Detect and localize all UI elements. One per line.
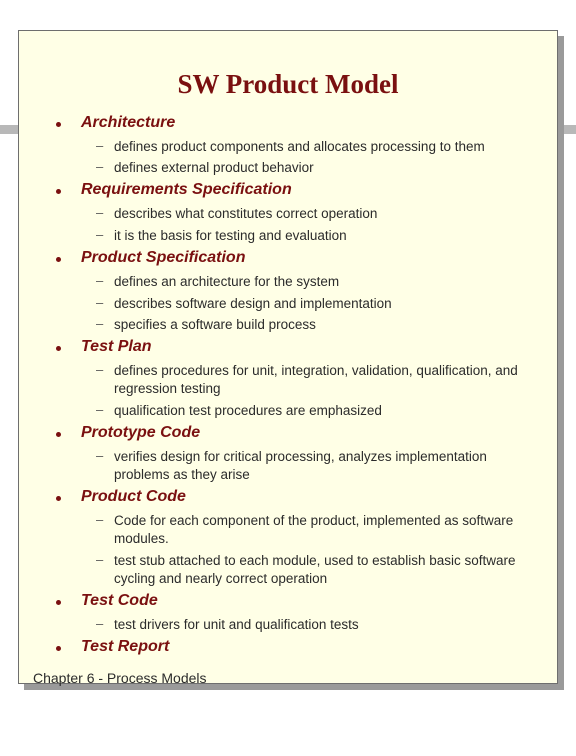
list-item-text: describes software design and implementation (114, 296, 392, 311)
list-item-text: Code for each component of the product, implemented as software modules. (114, 513, 514, 546)
list-item-text: test drivers for unit and qualification tests (114, 617, 359, 632)
section-heading: Requirements Specification (81, 181, 292, 198)
dash-icon: – (96, 227, 104, 242)
list-item-text: test stub attached to each module, used to establish basic software cycling and nearly correct operation (114, 553, 516, 586)
list-item-text: defines an architecture for the system (114, 274, 340, 289)
dash-icon: – (96, 273, 104, 288)
section-heading: Product Code (81, 488, 186, 505)
section-heading: Architecture (81, 114, 176, 131)
bullet-icon (56, 122, 61, 127)
list-item-text: defines external product behavior (114, 160, 314, 175)
slide-footer: Chapter 6 - Process Models (33, 670, 207, 686)
bullet-icon (56, 600, 61, 605)
list-item-text: it is the basis for testing and evaluation (114, 228, 347, 243)
bullet-icon (56, 346, 61, 351)
bullet-icon (56, 189, 61, 194)
bullet-icon (56, 496, 61, 501)
list-item-text: specifies a software build process (114, 317, 316, 332)
dash-icon: – (96, 295, 104, 310)
list-item-text: describes what constitutes correct operation (114, 206, 378, 221)
bullet-icon (56, 432, 61, 437)
dash-icon: – (96, 448, 104, 463)
section-heading: Test Plan (81, 338, 152, 355)
dash-icon: – (96, 159, 104, 174)
bullet-icon (56, 257, 61, 262)
slide (18, 30, 558, 684)
list-item-text: defines product components and allocates processing to them (114, 139, 485, 154)
dash-icon: – (96, 205, 104, 220)
section-heading: Product Specification (81, 249, 246, 266)
bullet-icon (56, 646, 61, 651)
dash-icon: – (96, 512, 104, 527)
decorative-rule-left (0, 125, 18, 134)
slide-title: SW Product Model (177, 69, 399, 99)
section-heading: Test Report (81, 638, 170, 655)
dash-icon: – (96, 402, 104, 417)
dash-icon: – (96, 616, 104, 631)
dash-icon: – (96, 316, 104, 331)
list-item-text: verifies design for critical processing, analyzes implementation problems as they arise (114, 449, 487, 482)
list-item-text: defines procedures for unit, integration, validation, qualification, and regression testing (114, 363, 518, 396)
dash-icon: – (96, 138, 104, 153)
list-item-text: qualification test procedures are emphasized (114, 403, 382, 418)
section-heading: Test Code (81, 592, 158, 609)
section-heading: Prototype Code (81, 424, 201, 441)
dash-icon: – (96, 552, 104, 567)
dash-icon: – (96, 362, 104, 377)
